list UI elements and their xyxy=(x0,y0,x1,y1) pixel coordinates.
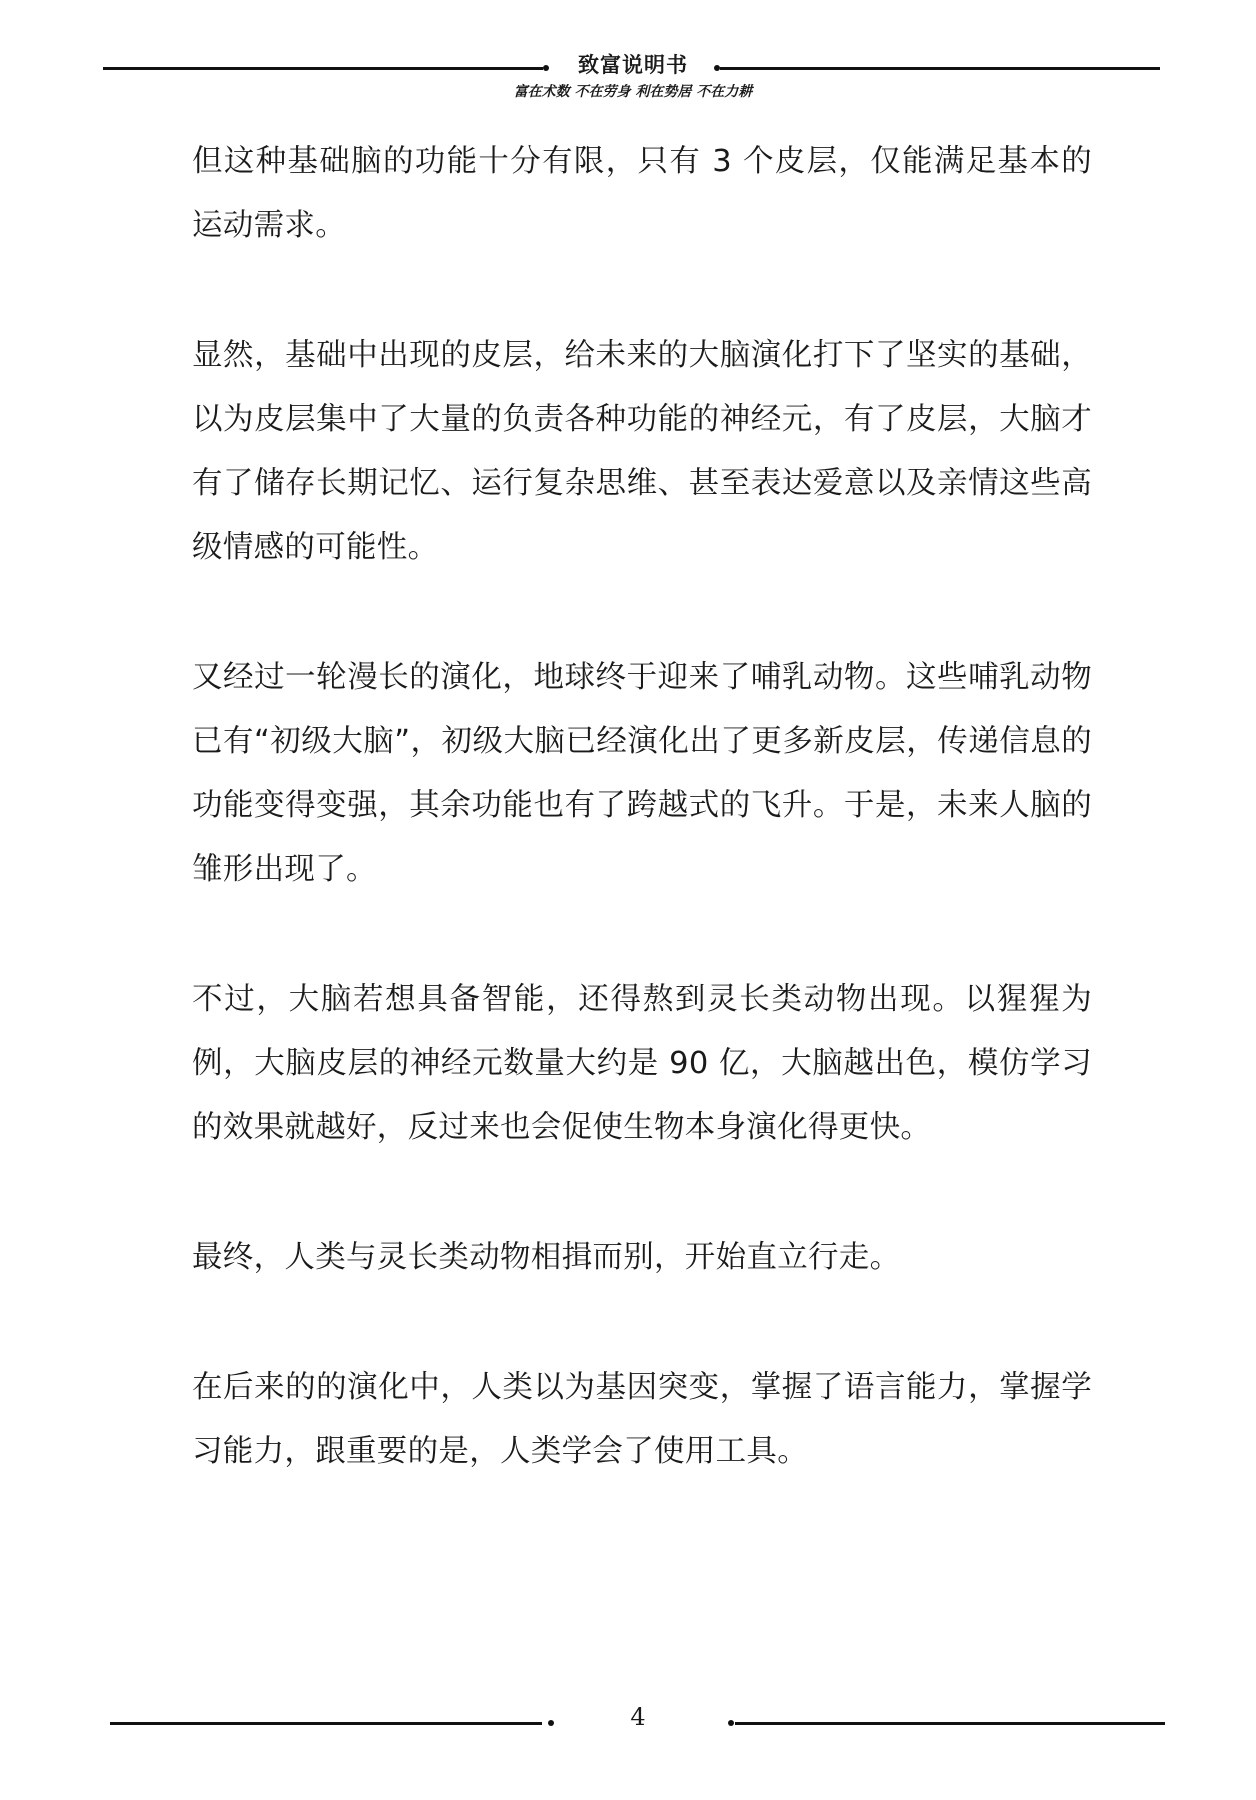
paragraph: 不过，大脑若想具备智能，还得熬到灵长类动物出现。以猩猩为例，大脑皮层的神经元数量大约是 90 亿，大脑越出色，模仿学习的效果就越好，反过来也会促使生物本身演化得更快。 xyxy=(192,982,1092,1145)
header-rule-right xyxy=(720,67,1160,70)
footer-rule-left xyxy=(110,1722,542,1725)
header-subtitle: 富在术数 不在劳身 利在势居 不在力耕 xyxy=(513,84,753,100)
footer-rule-right xyxy=(735,1722,1165,1725)
paragraph: 显然，基础中出现的皮层，给未来的大脑演化打下了坚实的基础，以为皮层集中了大量的负责各种功能的神经元，有了皮层，大脑才有了储存长期记忆、运行复杂思维、甚至表达爱意以及亲情这些高级情感的可能性。 xyxy=(192,338,1092,565)
paragraph: 最终，人类与灵长类动物相揖而别，开始直立行走。 xyxy=(192,1240,901,1275)
footer-dot-left xyxy=(548,1720,554,1726)
header-dot-left xyxy=(543,65,549,71)
header-title: 致富说明书 xyxy=(578,52,688,77)
paragraph: 在后来的的演化中，人类以为基因突变，掌握了语言能力，掌握学习能力，跟重要的是，人类学会了使用工具。 xyxy=(192,1370,1092,1469)
page-number: 4 xyxy=(630,1703,646,1731)
header-rule-left xyxy=(103,67,543,70)
paragraph: 但这种基础脑的功能十分有限，只有 3 个皮层，仅能满足基本的运动需求。 xyxy=(192,144,1092,243)
body-text xyxy=(192,130,1092,1550)
paragraph: 又经过一轮漫长的演化，地球终于迎来了哺乳动物。这些哺乳动物已有“初级大脑”，初级大脑已经演化出了更多新皮层，传递信息的功能变得变强，其余功能也有了跨越式的飞升。于是，未来人脑的雏形出现了。 xyxy=(192,660,1092,887)
footer-dot-right xyxy=(728,1720,734,1726)
